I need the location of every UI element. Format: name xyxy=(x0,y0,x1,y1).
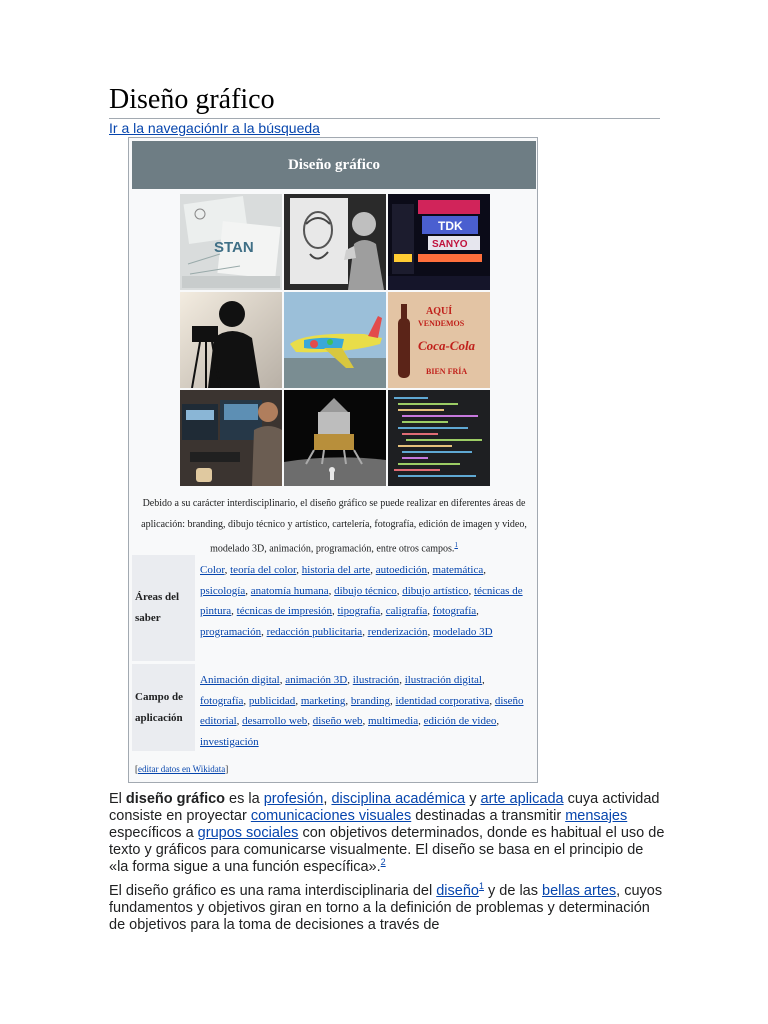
coca-cola-sign-image xyxy=(388,292,490,388)
infobox-image-collage xyxy=(180,194,490,488)
infobox-link[interactable]: Animación digital xyxy=(200,674,280,686)
link-arte-aplicada[interactable]: arte aplicada xyxy=(480,791,564,807)
times-square-billboards-image xyxy=(388,194,490,290)
infobox-link[interactable]: historia del arte xyxy=(301,564,371,576)
infobox-link[interactable]: matemática xyxy=(432,564,484,576)
row-value: Color, teoría del color, historia del arte, autoedición, matemática, psicología, anatomía humana, dibujo técnico, dibujo artístico, técnicas de pintura, técnicas de impresión, tipografía, caligrafía, fotografía, programación, redacción publicitaria, renderización, modelado 3D xyxy=(200,564,523,638)
infobox-link[interactable]: fotografía xyxy=(432,605,477,617)
coca-line-3: Coca-Cola xyxy=(418,338,476,353)
paragraph-1: El diseño gráfico es la profesión, disciplina académica y arte aplicada cuya actividad consiste en proyectar comunicaciones visuales destinadas a transmitir mensajes específicos a grupos sociales con objetivos determinados, donde es habitual el uso de texto y gráficos para comunicarse visualmente. El diseño se basa en el principio de «la forma sigue a una función específica».$^2$ xyxy=(109,791,665,875)
link-mensajes[interactable]: mensajes xyxy=(565,808,628,824)
link-profesion[interactable]: profesión xyxy=(263,791,324,807)
coca-line-1: AQUÍ xyxy=(426,306,453,317)
infobox-link[interactable]: ilustración xyxy=(352,674,400,686)
infobox-link[interactable]: anatomía humana xyxy=(250,584,329,597)
infobox-link[interactable]: caligrafía xyxy=(385,605,428,617)
row-label: Áreas del saber xyxy=(132,555,195,661)
infobox-link[interactable]: teoría del color xyxy=(230,564,297,576)
infobox-link[interactable]: modelado 3D xyxy=(433,625,493,638)
link-disciplina-academica[interactable]: disciplina académica xyxy=(331,791,466,807)
infobox xyxy=(128,137,538,783)
infobox-link[interactable]: psicología xyxy=(200,584,246,597)
infobox-link[interactable]: autoedición xyxy=(375,564,428,576)
infobox-link[interactable]: multimedia xyxy=(368,715,419,727)
code-editor-image xyxy=(388,390,490,486)
reference-link[interactable]: 1 xyxy=(454,541,458,549)
jump-to-search-link[interactable]: Ir a la búsqueda xyxy=(219,120,320,136)
sanyo-text: SANYO xyxy=(432,239,468,250)
infobox-link[interactable]: diseño editorial xyxy=(200,694,524,727)
paragraph-2: El diseño gráfico es una rama interdisciplinaria del diseño$^1$ y de las bellas artes, cuyos fundamentos y objetivos giran en torno a la definición de problemas y determinación de objetivos para la toma de decisiones a través de xyxy=(109,881,663,933)
coca-line-4: BIEN FRÍA xyxy=(426,367,468,376)
infobox-row-areas xyxy=(132,555,536,661)
video-editor-workstation-image xyxy=(180,390,282,486)
row-label: Campo de aplicación xyxy=(132,664,195,751)
lunar-module-image xyxy=(284,390,386,486)
coca-line-2: VENDEMOS xyxy=(418,319,465,328)
infobox-link[interactable]: redacción publicitaria xyxy=(266,625,363,638)
infobox-link[interactable]: edición de video xyxy=(423,715,497,727)
wikidata-edit: [editar datos en Wikidata] xyxy=(135,764,229,774)
infobox-link[interactable]: publicidad xyxy=(248,694,296,707)
infobox-link[interactable]: desarrollo web xyxy=(242,715,308,727)
reference-link[interactable]: 2 xyxy=(380,857,386,868)
infobox-link[interactable]: tipografía xyxy=(337,605,381,617)
stan-logo-sketch-image xyxy=(180,194,282,290)
infobox-link[interactable]: dibujo técnico xyxy=(334,584,397,597)
infobox-link[interactable]: branding xyxy=(350,694,391,707)
edit-wikidata-link[interactable]: editar datos en Wikidata xyxy=(138,764,226,774)
infobox-link[interactable]: renderización xyxy=(367,625,428,638)
infobox-header: Diseño gráfico xyxy=(132,141,536,189)
artist-drawing-image xyxy=(284,194,386,290)
infobox-link[interactable]: identidad corporativa xyxy=(395,694,490,707)
stan-text: STAN xyxy=(214,239,254,256)
infobox-caption: Debido a su carácter interdisciplinario, el diseño gráfico se puede realizar en diferentes áreas de aplicación: branding, dibujo técnico y artístico, cartelería, fotografía, edición de imagen y video, modelado 3D, animación, programación, entre otros campos.$^1$ xyxy=(141,498,527,555)
infobox-link[interactable]: dibujo artístico xyxy=(402,584,469,597)
jump-to-navigation-link[interactable]: Ir a la navegación xyxy=(109,120,220,136)
infobox-link[interactable]: fotografía xyxy=(200,694,244,707)
infobox-link[interactable]: ilustración digital xyxy=(404,674,482,686)
link-diseno[interactable]: diseño xyxy=(436,883,479,899)
tdk-text: TDK xyxy=(438,219,463,233)
infobox-row-fields xyxy=(132,664,536,751)
infobox-link[interactable]: técnicas de pintura xyxy=(200,584,523,617)
infobox-link[interactable]: diseño web xyxy=(312,715,363,727)
infobox-link[interactable]: Color xyxy=(200,564,225,576)
link-bellas-artes[interactable]: bellas artes xyxy=(542,883,617,899)
infobox-link[interactable]: programación xyxy=(200,625,262,638)
page-title: Diseño gráfico xyxy=(109,84,660,119)
infobox-link[interactable]: animación 3D xyxy=(285,674,348,686)
row-value: Animación digital, animación 3D, ilustración, ilustración digital, fotografía, publicidad, marketing, branding, identidad corporativa, diseño editorial, desarrollo web, diseño web, multimedia, edición de video, investigación xyxy=(200,674,524,748)
infobox-link[interactable]: técnicas de impresión xyxy=(236,605,332,617)
infobox-link[interactable]: investigación xyxy=(200,735,259,748)
link-comunicaciones-visuales[interactable]: comunicaciones visuales xyxy=(250,808,412,824)
jump-links xyxy=(109,119,320,137)
reference-link[interactable]: 1 xyxy=(478,881,484,892)
link-grupos-sociales[interactable]: grupos sociales xyxy=(197,825,299,841)
painted-airplane-image xyxy=(284,292,386,388)
infobox-link[interactable]: marketing xyxy=(300,694,346,707)
photographer-silhouette-image xyxy=(180,292,282,388)
